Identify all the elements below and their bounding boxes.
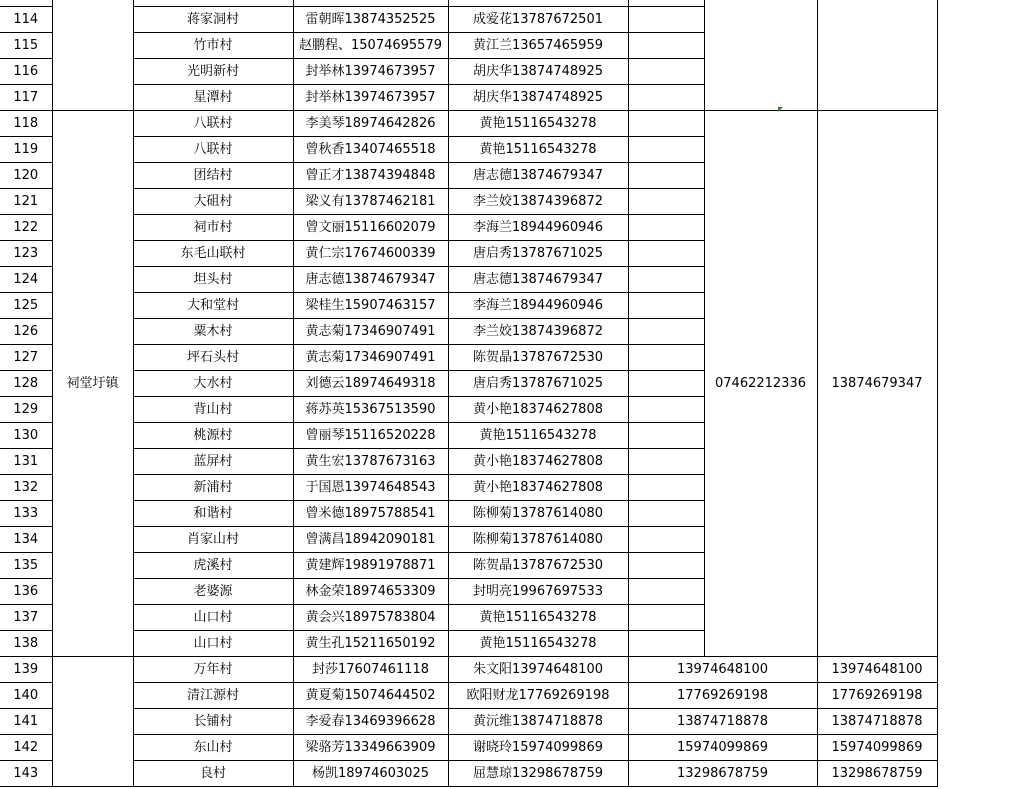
contact-cell[interactable]: 黄夏菊15074644502 bbox=[293, 683, 448, 709]
row-number-cell[interactable]: 124 bbox=[0, 267, 52, 293]
contact-cell[interactable]: 曾正才13874394848 bbox=[293, 163, 448, 189]
row-number-cell[interactable]: 140 bbox=[0, 683, 52, 709]
contact-cell[interactable]: 李爱春13469396628 bbox=[293, 709, 448, 735]
leader-cell[interactable]: 欧阳财龙17769269198 bbox=[448, 683, 628, 709]
contact-cell[interactable]: 李美琴18974642826 bbox=[293, 111, 448, 137]
row-number-cell[interactable]: 122 bbox=[0, 215, 52, 241]
village-cell[interactable]: 长铺村 bbox=[133, 709, 293, 735]
leader-cell[interactable]: 封明亮19967697533 bbox=[448, 579, 628, 605]
row-number-cell[interactable]: 116 bbox=[0, 59, 52, 85]
blank-cell[interactable] bbox=[628, 553, 704, 579]
tel2-cell[interactable]: 13298678759 bbox=[817, 761, 937, 787]
village-cell[interactable]: 光明新村 bbox=[133, 59, 293, 85]
row-number-cell[interactable]: 117 bbox=[0, 85, 52, 111]
row-number-cell[interactable]: 132 bbox=[0, 475, 52, 501]
blank-cell[interactable] bbox=[628, 371, 704, 397]
blank-cell[interactable] bbox=[628, 137, 704, 163]
village-cell[interactable]: 坦头村 bbox=[133, 267, 293, 293]
blank-cell[interactable] bbox=[628, 319, 704, 345]
row-number-cell[interactable]: 129 bbox=[0, 397, 52, 423]
cell-comment-marker bbox=[778, 107, 783, 112]
village-cell[interactable]: 蒋家洞村 bbox=[133, 7, 293, 33]
contact-cell[interactable]: 林金荣18974653309 bbox=[293, 579, 448, 605]
row-number-cell[interactable]: 127 bbox=[0, 345, 52, 371]
contact-cell[interactable]: 梁义有13787462181 bbox=[293, 189, 448, 215]
tel2-cell[interactable]: 13974648100 bbox=[817, 657, 937, 683]
row-number-cell[interactable]: 121 bbox=[0, 189, 52, 215]
blank-cell[interactable] bbox=[628, 59, 704, 85]
table-row bbox=[0, 761, 937, 787]
leader-cell[interactable]: 黄江兰13657465959 bbox=[448, 33, 628, 59]
village-cell[interactable]: 背山村 bbox=[133, 397, 293, 423]
row-number-cell[interactable]: 136 bbox=[0, 579, 52, 605]
village-cell[interactable]: 坪石头村 bbox=[133, 345, 293, 371]
row-number-cell[interactable]: 138 bbox=[0, 631, 52, 657]
contact-cell[interactable]: 黄志菊17346907491 bbox=[293, 345, 448, 371]
contact-cell[interactable]: 曾米德18975788541 bbox=[293, 501, 448, 527]
tel2-cell[interactable]: 15974099869 bbox=[817, 735, 937, 761]
blank-cell[interactable] bbox=[628, 215, 704, 241]
table-row bbox=[0, 657, 937, 683]
village-cell[interactable]: 和谐村 bbox=[133, 501, 293, 527]
village-cell[interactable]: 大砠村 bbox=[133, 189, 293, 215]
tel2-cell[interactable] bbox=[817, 0, 937, 111]
contact-cell[interactable]: 赵鹏程、15074695579 bbox=[293, 33, 448, 59]
contact-cell[interactable]: 杨凯18974603025 bbox=[293, 761, 448, 787]
contact-cell[interactable]: 蒋苏英15367513590 bbox=[293, 397, 448, 423]
row-number-cell[interactable]: 135 bbox=[0, 553, 52, 579]
table-row bbox=[0, 709, 937, 735]
contact-cell[interactable]: 黄会兴18975783804 bbox=[293, 605, 448, 631]
row-number-cell[interactable]: 119 bbox=[0, 137, 52, 163]
leader-cell[interactable]: 成爱花13787672501 bbox=[448, 7, 628, 33]
village-cell[interactable]: 八联村 bbox=[133, 111, 293, 137]
blank-cell[interactable] bbox=[628, 397, 704, 423]
blank-cell[interactable] bbox=[628, 501, 704, 527]
leader-cell[interactable]: 李海兰18944960946 bbox=[448, 215, 628, 241]
tel2-cell[interactable]: 13874718878 bbox=[817, 709, 937, 735]
contact-cell[interactable]: 曾秋香13407465518 bbox=[293, 137, 448, 163]
leader-cell[interactable]: 胡庆华13874748925 bbox=[448, 59, 628, 85]
village-cell[interactable]: 东毛山联村 bbox=[133, 241, 293, 267]
village-cell[interactable]: 大水村 bbox=[133, 371, 293, 397]
tel1-cell[interactable]: 17769269198 bbox=[628, 683, 817, 709]
contact-cell[interactable]: 封举林13974673957 bbox=[293, 59, 448, 85]
blank-cell[interactable] bbox=[628, 475, 704, 501]
contact-cell[interactable]: 曾满昌18942090181 bbox=[293, 527, 448, 553]
village-cell[interactable]: 山口村 bbox=[133, 605, 293, 631]
leader-cell[interactable]: 黄小艳18374627808 bbox=[448, 397, 628, 423]
contact-cell[interactable]: 封莎17607461118 bbox=[293, 657, 448, 683]
leader-cell[interactable]: 陈柳菊13787614080 bbox=[448, 501, 628, 527]
row-number-cell[interactable]: 115 bbox=[0, 33, 52, 59]
row-number-cell[interactable]: 143 bbox=[0, 761, 52, 787]
blank-cell[interactable] bbox=[628, 631, 704, 657]
leader-cell[interactable]: 黄沅维13874718878 bbox=[448, 709, 628, 735]
blank-cell[interactable] bbox=[628, 449, 704, 475]
leader-cell[interactable]: 陈柳菊13787614080 bbox=[448, 527, 628, 553]
contact-cell[interactable]: 黄生宏13787673163 bbox=[293, 449, 448, 475]
village-cell[interactable]: 老婆源 bbox=[133, 579, 293, 605]
row-number-cell[interactable]: 126 bbox=[0, 319, 52, 345]
contact-cell[interactable]: 封举林13974673957 bbox=[293, 85, 448, 111]
table-row bbox=[0, 111, 937, 137]
leader-cell[interactable]: 唐启秀13787671025 bbox=[448, 371, 628, 397]
blank-cell[interactable] bbox=[628, 423, 704, 449]
contact-cell[interactable]: 黄生孔15211650192 bbox=[293, 631, 448, 657]
leader-cell[interactable]: 唐志德13874679347 bbox=[448, 163, 628, 189]
village-cell[interactable]: 山口村 bbox=[133, 631, 293, 657]
row-number-cell[interactable]: 123 bbox=[0, 241, 52, 267]
village-cell[interactable]: 良村 bbox=[133, 761, 293, 787]
contact-cell[interactable]: 黄仁宗17674600339 bbox=[293, 241, 448, 267]
tel1-cell[interactable]: 13298678759 bbox=[628, 761, 817, 787]
leader-cell[interactable]: 唐志德13874679347 bbox=[448, 267, 628, 293]
tel1-cell[interactable]: 13974648100 bbox=[628, 657, 817, 683]
blank-cell[interactable] bbox=[628, 579, 704, 605]
leader-cell[interactable]: 李兰姣13874396872 bbox=[448, 189, 628, 215]
leader-cell[interactable]: 黄小艳18374627808 bbox=[448, 475, 628, 501]
village-cell[interactable]: 星潭村 bbox=[133, 85, 293, 111]
blank-cell[interactable] bbox=[628, 111, 704, 137]
row-number-cell[interactable]: 131 bbox=[0, 449, 52, 475]
blank-cell[interactable] bbox=[628, 85, 704, 111]
leader-cell[interactable]: 屈慧琼13298678759 bbox=[448, 761, 628, 787]
tel1-cell[interactable] bbox=[704, 0, 817, 111]
row-number-cell[interactable]: 142 bbox=[0, 735, 52, 761]
contact-cell[interactable]: 梁桂生15907463157 bbox=[293, 293, 448, 319]
village-cell[interactable]: 东山村 bbox=[133, 735, 293, 761]
tel1-cell[interactable]: 07462212336 bbox=[704, 111, 817, 657]
leader-cell[interactable]: 陈贺晶13787672530 bbox=[448, 345, 628, 371]
village-cell[interactable]: 虎溪村 bbox=[133, 553, 293, 579]
town-cell[interactable] bbox=[52, 657, 133, 787]
row-number-cell[interactable]: 130 bbox=[0, 423, 52, 449]
village-cell[interactable]: 新浦村 bbox=[133, 475, 293, 501]
village-cell[interactable]: 桃源村 bbox=[133, 423, 293, 449]
leader-cell[interactable]: 谢晓玲15974099869 bbox=[448, 735, 628, 761]
blank-cell[interactable] bbox=[628, 293, 704, 319]
contact-cell[interactable]: 黄建辉19891978871 bbox=[293, 553, 448, 579]
town-cell[interactable]: 祠堂圩镇 bbox=[52, 111, 133, 657]
village-cell[interactable]: 清江源村 bbox=[133, 683, 293, 709]
leader-cell[interactable]: 黄艳15116543278 bbox=[448, 631, 628, 657]
tel1-cell[interactable]: 13874718878 bbox=[628, 709, 817, 735]
leader-cell[interactable]: 唐启秀13787671025 bbox=[448, 241, 628, 267]
leader-cell[interactable]: 李兰姣13874396872 bbox=[448, 319, 628, 345]
row-number-cell[interactable]: 133 bbox=[0, 501, 52, 527]
blank-cell[interactable] bbox=[628, 605, 704, 631]
blank-cell[interactable] bbox=[628, 345, 704, 371]
blank-cell[interactable] bbox=[628, 33, 704, 59]
village-cell[interactable]: 团结村 bbox=[133, 163, 293, 189]
row-number-cell[interactable]: 137 bbox=[0, 605, 52, 631]
row-number-cell[interactable]: 141 bbox=[0, 709, 52, 735]
blank-cell[interactable] bbox=[628, 7, 704, 33]
contact-cell[interactable]: 雷朝晖13874352525 bbox=[293, 7, 448, 33]
blank-cell[interactable] bbox=[628, 163, 704, 189]
village-cell[interactable]: 祠市村 bbox=[133, 215, 293, 241]
row-number-cell[interactable]: 128 bbox=[0, 371, 52, 397]
row-number-cell[interactable]: 114 bbox=[0, 7, 52, 33]
village-cell[interactable]: 粟木村 bbox=[133, 319, 293, 345]
row-number-cell[interactable]: 118 bbox=[0, 111, 52, 137]
tel2-cell[interactable]: 13874679347 bbox=[817, 111, 937, 657]
tel2-cell[interactable]: 17769269198 bbox=[817, 683, 937, 709]
table-row bbox=[0, 735, 937, 761]
contact-cell[interactable]: 唐志德13874679347 bbox=[293, 267, 448, 293]
leader-cell[interactable]: 陈贺晶13787672530 bbox=[448, 553, 628, 579]
leader-cell[interactable]: 黄小艳18374627808 bbox=[448, 449, 628, 475]
blank-cell[interactable] bbox=[628, 267, 704, 293]
leader-cell[interactable]: 黄艳15116543278 bbox=[448, 137, 628, 163]
contact-cell[interactable]: 黄志菊17346907491 bbox=[293, 319, 448, 345]
leader-cell[interactable]: 朱文阳13974648100 bbox=[448, 657, 628, 683]
tel1-cell[interactable]: 15974099869 bbox=[628, 735, 817, 761]
village-cell[interactable]: 蓝屏村 bbox=[133, 449, 293, 475]
row-number-cell[interactable]: 120 bbox=[0, 163, 52, 189]
blank-cell[interactable] bbox=[628, 241, 704, 267]
row-number-cell[interactable]: 139 bbox=[0, 657, 52, 683]
village-cell[interactable]: 竹市村 bbox=[133, 33, 293, 59]
village-cell[interactable]: 万年村 bbox=[133, 657, 293, 683]
contact-cell[interactable]: 刘德云18974649318 bbox=[293, 371, 448, 397]
leader-cell[interactable]: 李海兰18944960946 bbox=[448, 293, 628, 319]
contact-cell[interactable]: 于国恩13974648543 bbox=[293, 475, 448, 501]
village-cell[interactable]: 肖家山村 bbox=[133, 527, 293, 553]
town-cell[interactable] bbox=[52, 0, 133, 111]
contact-cell[interactable]: 曾文丽15116602079 bbox=[293, 215, 448, 241]
village-cell[interactable]: 大和堂村 bbox=[133, 293, 293, 319]
blank-cell[interactable] bbox=[628, 527, 704, 553]
contact-cell[interactable]: 梁骆芳13349663909 bbox=[293, 735, 448, 761]
leader-cell[interactable]: 胡庆华13874748925 bbox=[448, 85, 628, 111]
leader-cell[interactable]: 黄艳15116543278 bbox=[448, 605, 628, 631]
village-cell[interactable]: 八联村 bbox=[133, 137, 293, 163]
contact-cell[interactable]: 曾丽琴15116520228 bbox=[293, 423, 448, 449]
row-number-cell[interactable]: 134 bbox=[0, 527, 52, 553]
leader-cell[interactable]: 黄艳15116543278 bbox=[448, 423, 628, 449]
leader-cell[interactable]: 黄艳15116543278 bbox=[448, 111, 628, 137]
blank-cell[interactable] bbox=[628, 189, 704, 215]
row-number-cell[interactable]: 125 bbox=[0, 293, 52, 319]
table-row bbox=[0, 683, 937, 709]
